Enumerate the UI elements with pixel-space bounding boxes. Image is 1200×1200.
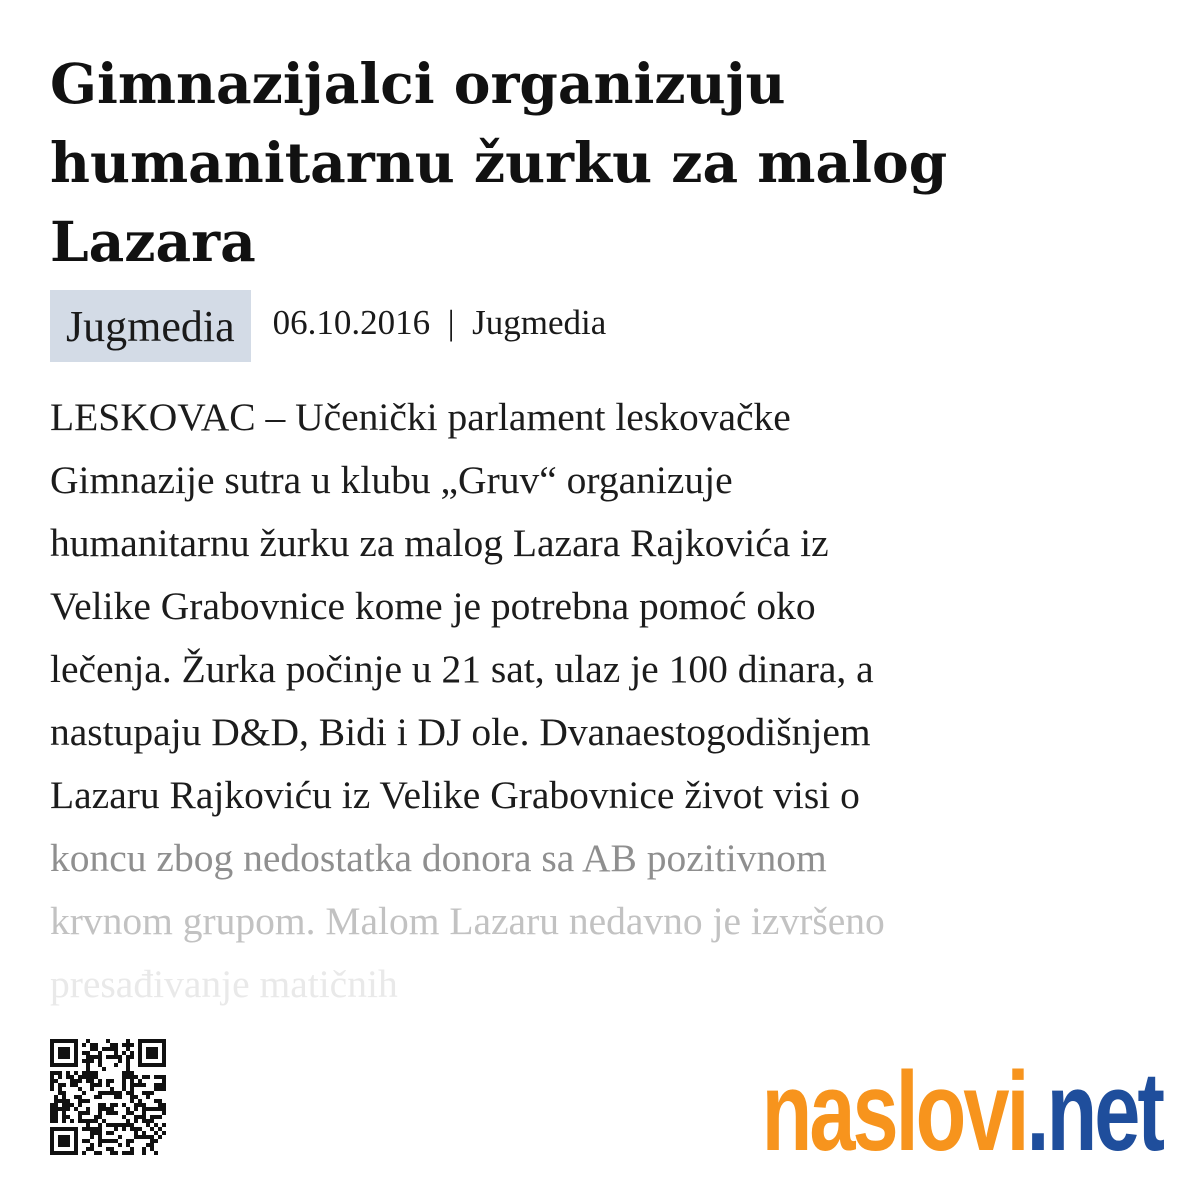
- source-badge[interactable]: Jugmedia: [50, 290, 251, 362]
- body-line-faded: koncu zbog nedostatka donora sa AB pozitivnom: [50, 836, 827, 880]
- qr-code-icon[interactable]: [50, 1039, 166, 1155]
- article-meta: [50, 290, 606, 362]
- naslovi-logo[interactable]: [761, 1049, 1162, 1174]
- article-title: Gimnazijalci organizuju humanitarnu žurku za malog Lazara: [50, 51, 948, 274]
- logo-text-naslovi: naslovi: [761, 1049, 1027, 1174]
- body-line: humanitarnu žurku za malog Lazara Rajkovića iz: [50, 521, 829, 565]
- body-line: nastupaju D&D, Bidi i DJ ole. Dvanaestogodišnjem: [50, 710, 871, 754]
- body-line: Gimnazije sutra u klubu „Gruv“ organizuje: [50, 458, 733, 502]
- body-line: LESKOVAC – Učenički parlament leskovačke: [50, 395, 791, 439]
- logo-text-net: .net: [1026, 1049, 1162, 1174]
- body-line: Lazaru Rajkoviću iz Velike Grabovnice život visi o: [50, 773, 860, 817]
- date-source-line: 06.10.2016 | Jugmedia: [272, 303, 607, 342]
- body-line-faded: krvnom grupom. Malom Lazaru nedavno je izvršeno: [50, 899, 885, 943]
- article-body: [50, 386, 1150, 1016]
- body-line-faded: presađivanje matičnih: [50, 962, 398, 1006]
- body-line: Velike Grabovnice kome je potrebna pomoć oko: [50, 584, 816, 628]
- body-line: lečenja. Žurka počinje u 21 sat, ulaz je 100 dinara, a: [50, 647, 874, 691]
